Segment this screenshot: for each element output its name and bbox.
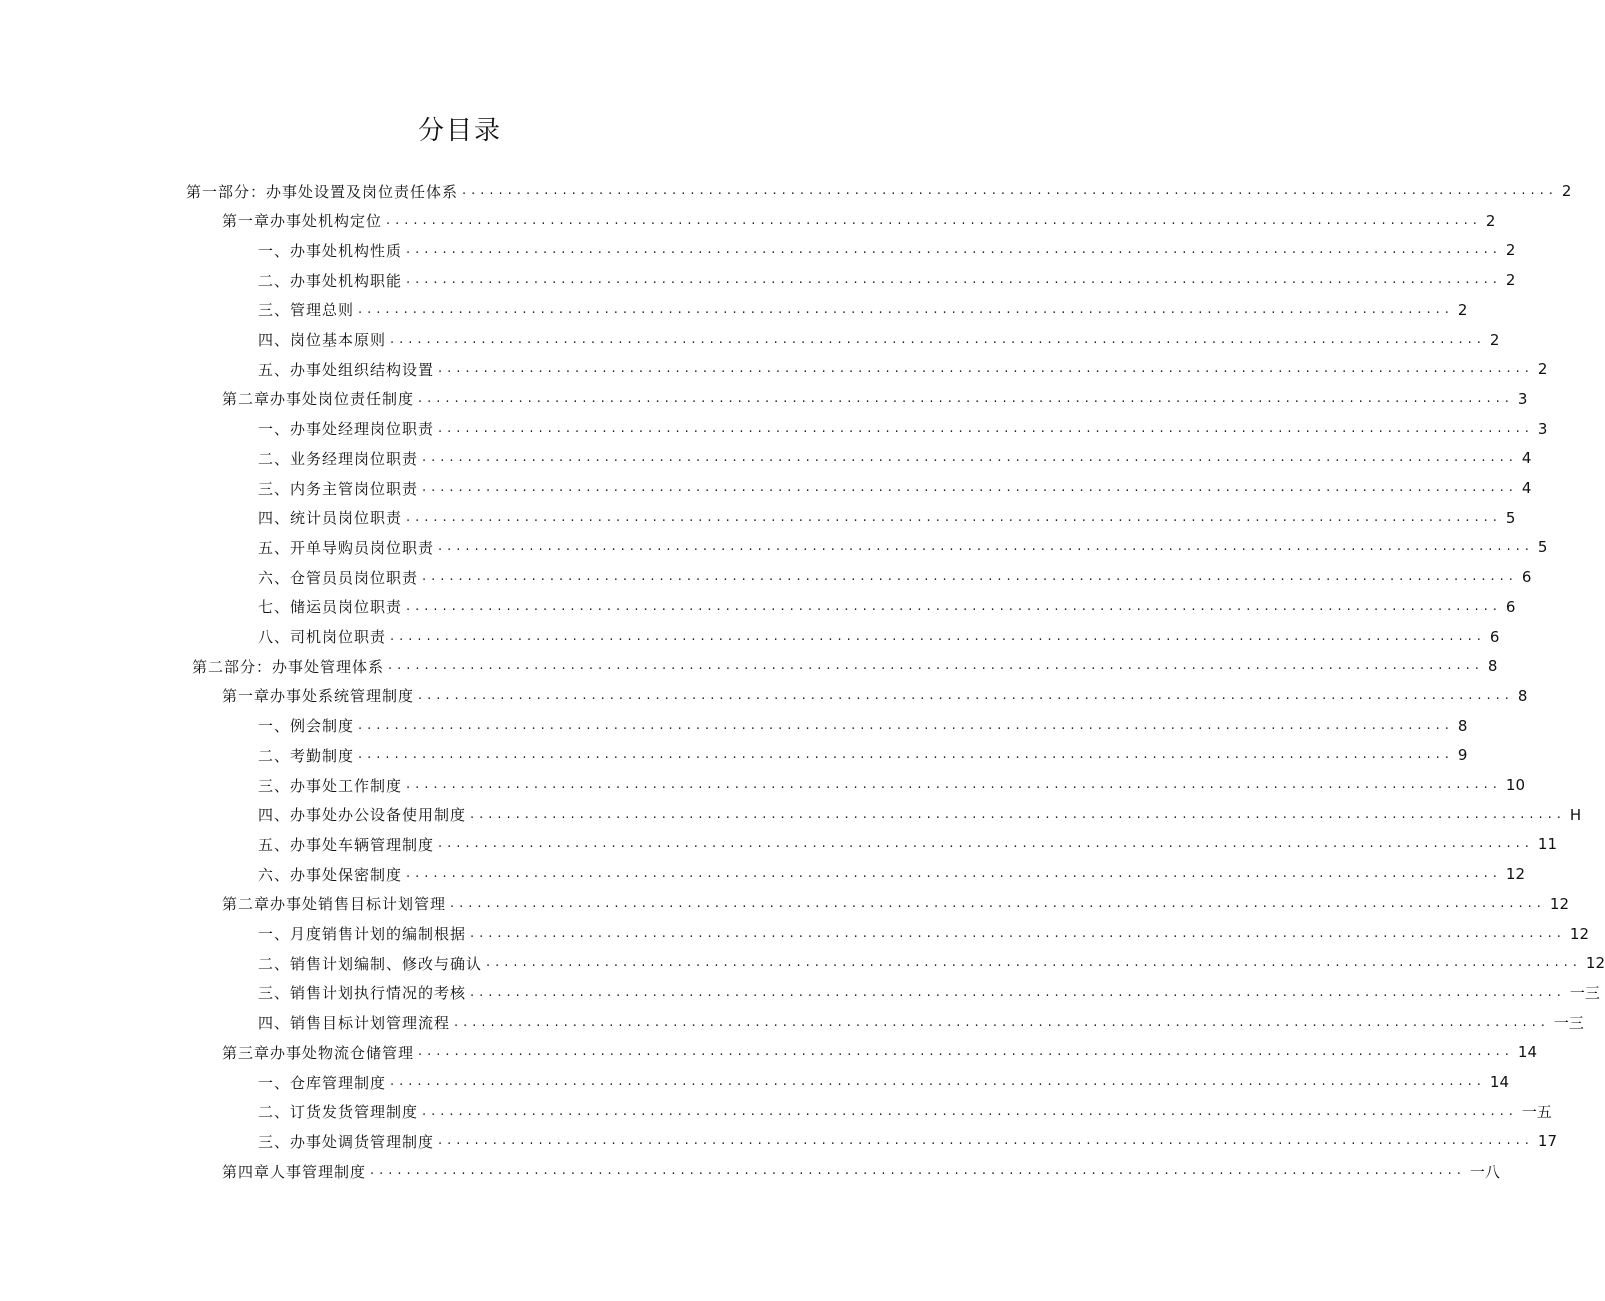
toc-entry[interactable] bbox=[258, 829, 1557, 859]
toc-leader-dots: ........................................................................................................................ bbox=[438, 1133, 1534, 1149]
toc-entry-page: 4 bbox=[1521, 479, 1532, 497]
toc-entry-label: 第三章办事处物流仓储管理 bbox=[222, 1043, 415, 1062]
toc-entry-label: 四、销售目标计划管理流程 bbox=[258, 1014, 451, 1033]
toc-entry-page: 12 bbox=[1585, 954, 1605, 973]
toc-entry-label: 二、订货发货管理制度 bbox=[258, 1103, 419, 1122]
toc-entry[interactable] bbox=[258, 859, 1525, 889]
toc-entry-label: 五、开单导购员岗位职责 bbox=[258, 538, 435, 557]
toc-entry-page: 12 bbox=[1569, 924, 1589, 943]
toc-entry-page: 3 bbox=[1537, 419, 1548, 438]
page-title: 分目录 bbox=[417, 116, 502, 146]
toc-leader-dots: ........................................................................................................................ bbox=[390, 331, 1486, 347]
toc-entry[interactable] bbox=[258, 1126, 1557, 1156]
toc-leader-dots: ........................................................................................................................ bbox=[486, 955, 1582, 971]
toc-entry-page: 12 bbox=[1505, 865, 1525, 884]
toc-entry-label: 一、月度销售计划的编制根据 bbox=[258, 925, 467, 943]
toc-entry-label: 四、统计员岗位职责 bbox=[258, 509, 403, 528]
toc-leader-dots: ........................................................................................................................ bbox=[422, 1103, 1518, 1119]
toc-leader-dots: ........................................................................................................................ bbox=[422, 450, 1518, 466]
toc-entry-label: 二、销售计划编制、修改与确认 bbox=[258, 954, 483, 973]
toc-entry-label: 六、仓管员员岗位职责 bbox=[258, 568, 419, 587]
toc-entry-label: 第一部分：办事处设置及岗位责任体系 bbox=[186, 182, 459, 201]
toc-leader-dots: ........................................................................................................................ bbox=[418, 1044, 1514, 1060]
toc-entry-label: 八、司机岗位职责 bbox=[258, 628, 387, 646]
toc-leader-dots: ........................................................................................................................ bbox=[406, 242, 1502, 258]
toc-entry-page: 一五 bbox=[1521, 1103, 1552, 1122]
toc-leader-dots: ........................................................................................................................ bbox=[454, 1014, 1550, 1030]
toc-entry-label: 第二章办事处岗位责任制度 bbox=[222, 390, 415, 409]
toc-entry[interactable] bbox=[258, 1097, 1552, 1127]
toc-entry[interactable] bbox=[222, 206, 1496, 236]
toc-entry[interactable] bbox=[258, 978, 1600, 1008]
toc-leader-dots: ........................................................................................................................ bbox=[406, 777, 1502, 792]
toc-entry[interactable] bbox=[258, 1067, 1509, 1097]
toc-entry[interactable] bbox=[258, 443, 1532, 473]
toc-entry-label: 第一章办事处机构定位 bbox=[222, 212, 383, 231]
toc-leader-dots: ........................................................................................................................ bbox=[390, 1074, 1486, 1089]
toc-entry-page: 4 bbox=[1521, 449, 1532, 468]
toc-entry[interactable] bbox=[258, 325, 1500, 355]
toc-entry-label: 五、办事处组织结构设置 bbox=[258, 360, 435, 379]
toc-entry-page: 2 bbox=[1505, 241, 1516, 260]
toc-entry-label: 三、管理总则 bbox=[258, 301, 355, 320]
toc-entry-page: 6 bbox=[1521, 568, 1532, 587]
toc-entry[interactable] bbox=[222, 1156, 1500, 1186]
toc-entry[interactable] bbox=[258, 414, 1548, 444]
toc-entry-page: 6 bbox=[1489, 627, 1500, 646]
toc-leader-dots: ........................................................................................................................ bbox=[358, 301, 1454, 317]
toc-entry-page: 2 bbox=[1485, 211, 1496, 230]
toc-entry[interactable] bbox=[258, 354, 1548, 384]
toc-entry[interactable] bbox=[258, 770, 1525, 800]
toc-leader-dots: ........................................................................................................................ bbox=[406, 598, 1502, 614]
toc-entry-label: 第二部分：办事处管理体系 bbox=[192, 657, 385, 676]
toc-entry-page: 5 bbox=[1505, 508, 1516, 527]
toc-entry-label: 三、办事处工作制度 bbox=[258, 776, 403, 795]
toc-entry[interactable] bbox=[258, 265, 1516, 295]
toc-entry-page: 2 bbox=[1505, 271, 1516, 290]
toc-leader-dots: ........................................................................................................................ bbox=[438, 420, 1534, 436]
toc-entry-label: 四、岗位基本原则 bbox=[258, 331, 387, 349]
toc-entry[interactable] bbox=[186, 176, 1572, 206]
toc-entry[interactable] bbox=[258, 800, 1582, 830]
toc-leader-dots: ........................................................................................................................ bbox=[470, 984, 1566, 1000]
toc-entry-page: 5 bbox=[1537, 538, 1548, 557]
toc-leader-dots: ........................................................................................................................ bbox=[470, 925, 1566, 941]
toc-leader-dots: ........................................................................................................................ bbox=[438, 361, 1534, 377]
toc-entry-page: 3 bbox=[1517, 389, 1528, 408]
toc-entry-page: 2 bbox=[1457, 300, 1468, 319]
toc-leader-dots: ........................................................................................................................ bbox=[450, 895, 1546, 911]
toc-leader-dots: ........................................................................................................................ bbox=[406, 866, 1502, 882]
toc-leader-dots: ........................................................................................................................ bbox=[388, 658, 1484, 674]
toc-entry-page: 17 bbox=[1537, 1132, 1557, 1151]
toc-entry-page: 2 bbox=[1537, 360, 1548, 379]
toc-entry-page: 8 bbox=[1457, 716, 1468, 735]
toc-leader-dots: ........................................................................................................................ bbox=[422, 569, 1518, 585]
toc-entry-label: 三、内务主管岗位职责 bbox=[258, 479, 419, 498]
toc-entry-label: 二、考勤制度 bbox=[258, 746, 355, 765]
toc-entry-label: 四、办事处办公设备使用制度 bbox=[258, 806, 467, 825]
toc-entry-label: 第二章办事处销售目标计划管理 bbox=[222, 895, 447, 914]
toc-entry-label: 二、办事处机构职能 bbox=[258, 271, 403, 290]
toc-entry-page: 2 bbox=[1561, 182, 1572, 200]
toc-entry[interactable] bbox=[258, 711, 1468, 741]
toc-entry-label: 三、销售计划执行情况的考核 bbox=[258, 984, 467, 1003]
toc-entry-page: 一三 bbox=[1553, 1014, 1584, 1033]
toc-entry[interactable] bbox=[258, 622, 1500, 652]
toc-entry-page: 6 bbox=[1505, 597, 1516, 616]
toc-entry-label: 一、办事处机构性质 bbox=[258, 241, 403, 260]
toc-entry-page: 9 bbox=[1457, 746, 1468, 765]
toc-entry[interactable] bbox=[258, 740, 1468, 770]
toc-leader-dots: ........................................................................................................................ bbox=[418, 687, 1514, 703]
toc-entry-page: 12 bbox=[1549, 894, 1569, 913]
toc-entry-page: 11 bbox=[1537, 835, 1557, 854]
toc-entry-page: 一三 bbox=[1569, 984, 1600, 1003]
toc-entry[interactable] bbox=[258, 295, 1468, 325]
toc-entry-label: 五、办事处车辆管理制度 bbox=[258, 835, 435, 854]
toc-entry-label: 一、办事处经理岗位职责 bbox=[258, 420, 435, 439]
toc-leader-dots: ........................................................................................................................ bbox=[358, 747, 1454, 763]
toc-entry[interactable] bbox=[258, 503, 1516, 533]
toc-entry[interactable] bbox=[192, 651, 1498, 681]
toc-entry-page: 8 bbox=[1517, 686, 1528, 705]
toc-entry-page: 14 bbox=[1517, 1043, 1537, 1062]
toc-entry[interactable] bbox=[258, 532, 1548, 562]
toc-entry-label: 六、办事处保密制度 bbox=[258, 865, 403, 884]
toc-leader-dots: ........................................................................................................................ bbox=[462, 183, 1558, 198]
toc-entry-label: 一、仓库管理制度 bbox=[258, 1073, 387, 1092]
toc-entry-page: H bbox=[1569, 805, 1582, 824]
toc-leader-dots: ........................................................................................................................ bbox=[438, 539, 1534, 555]
toc-entry-label: 一、例会制度 bbox=[258, 717, 355, 736]
toc-entry[interactable] bbox=[222, 1037, 1537, 1067]
toc-leader-dots: ........................................................................................................................ bbox=[406, 272, 1502, 288]
toc-entry[interactable] bbox=[258, 1008, 1584, 1038]
toc-entry-page: 10 bbox=[1505, 776, 1525, 794]
toc-leader-dots: ........................................................................................................................ bbox=[470, 806, 1566, 822]
toc-entry-label: 二、业务经理岗位职责 bbox=[258, 449, 419, 468]
toc-entry[interactable] bbox=[258, 919, 1589, 949]
toc-entry-label: 第四章人事管理制度 bbox=[222, 1162, 367, 1181]
toc-entry[interactable] bbox=[258, 235, 1516, 265]
toc-leader-dots: ........................................................................................................................ bbox=[418, 390, 1514, 406]
toc-leader-dots: ........................................................................................................................ bbox=[390, 628, 1486, 644]
toc-leader-dots: ........................................................................................................................ bbox=[370, 1163, 1466, 1179]
toc-entry[interactable] bbox=[258, 562, 1532, 592]
toc-entry-page: 一八 bbox=[1469, 1162, 1500, 1181]
toc-leader-dots: ........................................................................................................................ bbox=[422, 480, 1518, 495]
toc-entry-page: 2 bbox=[1489, 330, 1500, 349]
toc-leader-dots: ........................................................................................................................ bbox=[358, 717, 1454, 733]
toc-entry-label: 三、办事处调货管理制度 bbox=[258, 1132, 435, 1151]
toc-entry[interactable] bbox=[222, 384, 1528, 414]
toc-entry[interactable] bbox=[258, 592, 1516, 622]
toc-entry-label: 第一章办事处系统管理制度 bbox=[222, 687, 415, 706]
toc-leader-dots: ........................................................................................................................ bbox=[406, 509, 1502, 525]
toc-entry[interactable] bbox=[222, 681, 1528, 711]
toc-entry-page: 8 bbox=[1487, 657, 1498, 676]
toc-entry[interactable] bbox=[222, 889, 1569, 919]
toc-entry[interactable] bbox=[258, 473, 1532, 503]
toc-leader-dots: ........................................................................................................................ bbox=[438, 836, 1534, 852]
toc-entry-page: 14 bbox=[1489, 1073, 1509, 1091]
toc-entry-label: 七、储运员岗位职责 bbox=[258, 598, 403, 617]
toc-leader-dots: ........................................................................................................................ bbox=[386, 212, 1482, 228]
toc-entry[interactable] bbox=[258, 948, 1605, 978]
